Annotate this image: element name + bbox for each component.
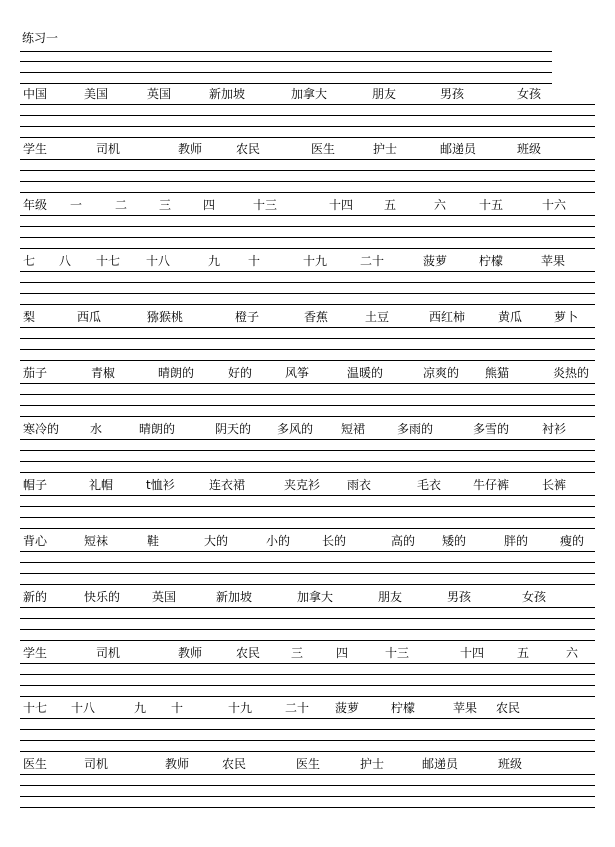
vocabulary-word: 十 bbox=[171, 701, 184, 715]
vocabulary-word: 晴朗的 bbox=[158, 366, 195, 380]
vocabulary-word: 新加坡 bbox=[216, 590, 253, 604]
vocabulary-word: 温暖的 bbox=[347, 366, 384, 380]
vocabulary-word: 多雨的 bbox=[397, 422, 434, 436]
writing-line bbox=[20, 360, 595, 361]
vocabulary-word: 夹克衫 bbox=[284, 478, 321, 492]
vocabulary-word: 炎热的 bbox=[553, 366, 590, 380]
writing-line bbox=[20, 718, 595, 719]
vocabulary-word: 菠萝 bbox=[423, 254, 448, 268]
vocabulary-word: 班级 bbox=[498, 757, 523, 771]
vocabulary-word: 鞋 bbox=[147, 534, 160, 548]
vocabulary-word: 农民 bbox=[222, 757, 247, 771]
vocabulary-word: 毛衣 bbox=[417, 478, 442, 492]
vocabulary-word: 班级 bbox=[517, 142, 542, 156]
vocabulary-word: 雨衣 bbox=[347, 478, 372, 492]
vocabulary-word: 水 bbox=[90, 422, 103, 436]
writing-line bbox=[20, 461, 595, 462]
writing-line bbox=[20, 338, 595, 339]
vocabulary-word: 新的 bbox=[23, 590, 48, 604]
vocabulary-word: 一 bbox=[70, 198, 83, 212]
writing-line bbox=[20, 740, 595, 741]
vocabulary-word: 护士 bbox=[360, 757, 385, 771]
vocabulary-word: 中国 bbox=[23, 87, 48, 101]
vocabulary-word: 柠檬 bbox=[391, 701, 416, 715]
vocabulary-word: 高的 bbox=[391, 534, 416, 548]
vocabulary-word: 凉爽的 bbox=[423, 366, 460, 380]
vocabulary-word: 长的 bbox=[322, 534, 347, 548]
vocabulary-word: 十六 bbox=[542, 198, 567, 212]
writing-line bbox=[20, 696, 595, 697]
writing-line bbox=[20, 674, 595, 675]
writing-line bbox=[20, 607, 595, 608]
writing-line bbox=[20, 807, 595, 808]
vocabulary-word: 衬衫 bbox=[542, 422, 567, 436]
vocabulary-word: 多雪的 bbox=[473, 422, 510, 436]
vocabulary-word: 司机 bbox=[96, 142, 121, 156]
writing-line bbox=[20, 774, 595, 775]
writing-line bbox=[20, 785, 595, 786]
writing-line bbox=[20, 61, 552, 62]
vocabulary-word: 风筝 bbox=[285, 366, 310, 380]
writing-line bbox=[20, 349, 595, 350]
vocabulary-word: 菠萝 bbox=[335, 701, 360, 715]
vocabulary-word: 六 bbox=[434, 198, 447, 212]
vocabulary-word: 五 bbox=[517, 646, 530, 660]
vocabulary-word: 农民 bbox=[496, 701, 521, 715]
vocabulary-word: 三 bbox=[159, 198, 172, 212]
vocabulary-word: 橙子 bbox=[235, 310, 260, 324]
worksheet-title: 练习一 bbox=[22, 31, 59, 45]
writing-line bbox=[20, 405, 595, 406]
writing-line bbox=[20, 517, 595, 518]
vocabulary-word: 猕猴桃 bbox=[147, 310, 184, 324]
vocabulary-word: 青椒 bbox=[91, 366, 116, 380]
vocabulary-word: 加拿大 bbox=[291, 87, 328, 101]
vocabulary-word: 十九 bbox=[228, 701, 253, 715]
vocabulary-word: 司机 bbox=[84, 757, 109, 771]
vocabulary-word: 三 bbox=[291, 646, 304, 660]
writing-line bbox=[20, 618, 595, 619]
vocabulary-word: 帽子 bbox=[23, 478, 48, 492]
writing-line bbox=[20, 751, 595, 752]
vocabulary-word: 医生 bbox=[23, 757, 48, 771]
vocabulary-word: 七 bbox=[23, 254, 36, 268]
vocabulary-word: 矮的 bbox=[442, 534, 467, 548]
vocabulary-word: 苹果 bbox=[541, 254, 566, 268]
writing-line bbox=[20, 629, 595, 630]
vocabulary-word: 二十 bbox=[360, 254, 385, 268]
writing-line bbox=[20, 248, 595, 249]
vocabulary-word: 西瓜 bbox=[77, 310, 102, 324]
writing-line bbox=[20, 137, 595, 138]
writing-line bbox=[20, 293, 595, 294]
vocabulary-word: 长裤 bbox=[542, 478, 567, 492]
writing-line bbox=[20, 304, 595, 305]
vocabulary-word: 十四 bbox=[329, 198, 354, 212]
vocabulary-word: 四 bbox=[203, 198, 216, 212]
vocabulary-word: 十八 bbox=[71, 701, 96, 715]
vocabulary-word: 五 bbox=[384, 198, 397, 212]
vocabulary-word: 邮递员 bbox=[422, 757, 459, 771]
writing-line bbox=[20, 640, 595, 641]
writing-line bbox=[20, 685, 595, 686]
writing-line bbox=[20, 104, 595, 105]
vocabulary-word: 学生 bbox=[23, 646, 48, 660]
vocabulary-word: 短裙 bbox=[341, 422, 366, 436]
vocabulary-word: 连衣裙 bbox=[209, 478, 246, 492]
writing-line bbox=[20, 506, 595, 507]
vocabulary-word: 二 bbox=[115, 198, 128, 212]
writing-line bbox=[20, 528, 595, 529]
vocabulary-word: 农民 bbox=[236, 646, 261, 660]
vocabulary-word: 多风的 bbox=[277, 422, 314, 436]
vocabulary-word: 香蕉 bbox=[304, 310, 329, 324]
writing-line bbox=[20, 83, 552, 84]
vocabulary-word: 护士 bbox=[373, 142, 398, 156]
writing-line bbox=[20, 416, 595, 417]
vocabulary-word: 十五 bbox=[479, 198, 504, 212]
vocabulary-word: 年级 bbox=[23, 198, 48, 212]
vocabulary-word: 邮递员 bbox=[440, 142, 477, 156]
vocabulary-word: 教师 bbox=[178, 142, 203, 156]
vocabulary-word: 好的 bbox=[228, 366, 253, 380]
vocabulary-word: 小的 bbox=[266, 534, 291, 548]
vocabulary-word: 十七 bbox=[23, 701, 48, 715]
vocabulary-word: 女孩 bbox=[517, 87, 542, 101]
vocabulary-word: 男孩 bbox=[447, 590, 472, 604]
vocabulary-word: 十七 bbox=[96, 254, 121, 268]
vocabulary-word: 寒冷的 bbox=[23, 422, 60, 436]
vocabulary-word: 大的 bbox=[204, 534, 229, 548]
writing-line bbox=[20, 192, 595, 193]
writing-line bbox=[20, 472, 595, 473]
writing-line bbox=[20, 495, 595, 496]
vocabulary-word: 茄子 bbox=[23, 366, 48, 380]
vocabulary-word: 熊猫 bbox=[485, 366, 510, 380]
writing-line bbox=[20, 115, 595, 116]
writing-line bbox=[20, 51, 552, 52]
writing-line bbox=[20, 663, 595, 664]
vocabulary-word: 司机 bbox=[96, 646, 121, 660]
writing-line bbox=[20, 72, 552, 73]
vocabulary-word: 九 bbox=[208, 254, 221, 268]
vocabulary-word: 短袜 bbox=[84, 534, 109, 548]
vocabulary-word: 医生 bbox=[296, 757, 321, 771]
vocabulary-word: 朋友 bbox=[372, 87, 397, 101]
vocabulary-word: 瘦的 bbox=[560, 534, 585, 548]
vocabulary-word: 萝卜 bbox=[554, 310, 579, 324]
writing-line bbox=[20, 181, 595, 182]
vocabulary-word: 农民 bbox=[236, 142, 261, 156]
writing-line bbox=[20, 126, 595, 127]
writing-line bbox=[20, 439, 595, 440]
vocabulary-word: 十四 bbox=[460, 646, 485, 660]
vocabulary-word: 十三 bbox=[253, 198, 278, 212]
writing-line bbox=[20, 394, 595, 395]
vocabulary-word: 二十 bbox=[285, 701, 310, 715]
vocabulary-word: 新加坡 bbox=[209, 87, 246, 101]
writing-line bbox=[20, 237, 595, 238]
vocabulary-word: 英国 bbox=[152, 590, 177, 604]
vocabulary-word: 十 bbox=[248, 254, 261, 268]
writing-line bbox=[20, 796, 595, 797]
writing-line bbox=[20, 729, 595, 730]
vocabulary-word: 土豆 bbox=[365, 310, 390, 324]
writing-line bbox=[20, 450, 595, 451]
vocabulary-word: 女孩 bbox=[522, 590, 547, 604]
vocabulary-word: 礼帽 bbox=[89, 478, 114, 492]
vocabulary-word: 黄瓜 bbox=[498, 310, 523, 324]
writing-line bbox=[20, 551, 595, 552]
vocabulary-word: 教师 bbox=[178, 646, 203, 660]
writing-line bbox=[20, 562, 595, 563]
vocabulary-word: 晴朗的 bbox=[139, 422, 176, 436]
vocabulary-word: 十九 bbox=[303, 254, 328, 268]
vocabulary-word: t恤衫 bbox=[146, 478, 175, 492]
vocabulary-word: 四 bbox=[336, 646, 349, 660]
vocabulary-word: 十三 bbox=[385, 646, 410, 660]
vocabulary-word: 牛仔裤 bbox=[473, 478, 510, 492]
writing-line bbox=[20, 159, 595, 160]
vocabulary-word: 西红柿 bbox=[429, 310, 466, 324]
writing-line bbox=[20, 170, 595, 171]
vocabulary-word: 八 bbox=[59, 254, 72, 268]
vocabulary-word: 阴天的 bbox=[215, 422, 252, 436]
writing-line bbox=[20, 327, 595, 328]
vocabulary-word: 英国 bbox=[147, 87, 172, 101]
writing-line bbox=[20, 282, 595, 283]
writing-line bbox=[20, 584, 595, 585]
vocabulary-word: 教师 bbox=[165, 757, 190, 771]
vocabulary-word: 快乐的 bbox=[84, 590, 121, 604]
vocabulary-word: 学生 bbox=[23, 142, 48, 156]
writing-line bbox=[20, 271, 595, 272]
writing-line bbox=[20, 215, 595, 216]
vocabulary-word: 胖的 bbox=[504, 534, 529, 548]
writing-line bbox=[20, 573, 595, 574]
writing-line bbox=[20, 226, 595, 227]
vocabulary-word: 柠檬 bbox=[479, 254, 504, 268]
vocabulary-word: 梨 bbox=[23, 310, 36, 324]
vocabulary-word: 十八 bbox=[146, 254, 171, 268]
vocabulary-word: 苹果 bbox=[453, 701, 478, 715]
vocabulary-word: 朋友 bbox=[378, 590, 403, 604]
vocabulary-word: 六 bbox=[566, 646, 579, 660]
vocabulary-word: 背心 bbox=[23, 534, 48, 548]
vocabulary-word: 医生 bbox=[311, 142, 336, 156]
vocabulary-word: 男孩 bbox=[440, 87, 465, 101]
vocabulary-word: 加拿大 bbox=[297, 590, 334, 604]
vocabulary-word: 美国 bbox=[84, 87, 109, 101]
vocabulary-word: 九 bbox=[134, 701, 147, 715]
writing-line bbox=[20, 383, 595, 384]
